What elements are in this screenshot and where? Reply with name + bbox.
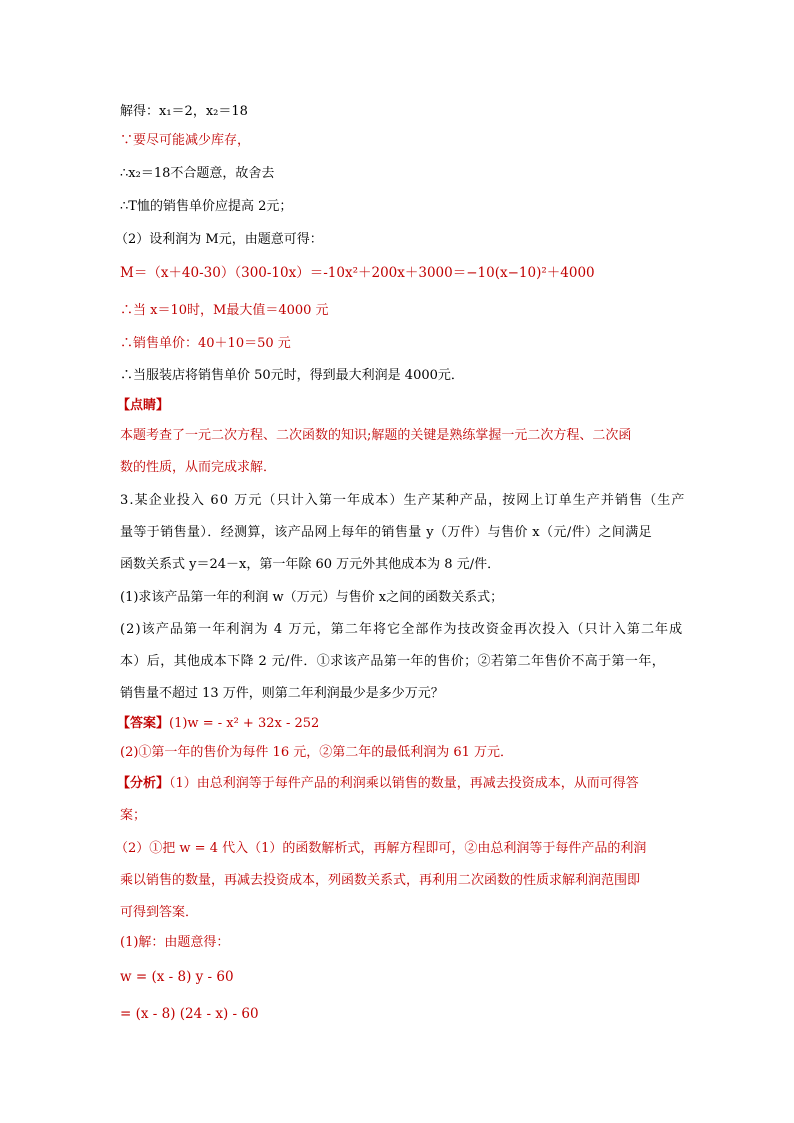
max-value-line: ∴当 x＝10时，M最大值＝4000 元 (120, 303, 329, 318)
problem-3-line-1: 3.某企业投入 60 万元（只计入第一年成本）生产某种产品，按网上订单生产并销售（生产 (120, 493, 686, 508)
analysis-line-1 (117, 774, 639, 794)
discard-root-line: ∴x₂＝18不合题意，故舍去 (120, 166, 275, 181)
selling-price-line: ∴销售单价：40＋10＝50 元 (120, 336, 291, 351)
analysis-text-1: （1）由总利润等于每件产品的利润乘以销售的数量，再减去投资成本，从而可得答 (169, 776, 639, 791)
problem-3-question-2-line-3: 销售量不超过 13 万件，则第二年利润最少是多少万元？ (120, 686, 444, 701)
analysis-line-4: 乘以销售的数量，再减去投资成本，列函数关系式，再利用二次函数的性质求解利润范围即 (120, 873, 641, 888)
conclusion-line: ∴当服装店将销售单价 50元时，得到最大利润是 4000元． (120, 368, 464, 383)
part2-setup-line: （2）设利润为 M元，由题意可得： (115, 232, 323, 247)
solution-1-heading: (1)解：由题意得： (120, 935, 230, 950)
problem-3-line-3: 函数关系式 y＝24－x，第一年除 60 万元外其他成本为 8 元/件． (120, 557, 501, 572)
insight-heading: 【点睛】 (117, 398, 170, 413)
solution-roots-line: 解得：x₁＝2，x₂＝18 (120, 104, 248, 119)
reason-line: ∵要尽可能减少库存， (120, 133, 251, 148)
analysis-line-5: 可得到答案． (120, 905, 199, 920)
analysis-heading: 【分析】 (117, 776, 170, 791)
solution-1-step-2: = (x - 8) (24 - x) - 60 (120, 1006, 259, 1022)
profit-formula-line: M＝（x＋40-30）（300-10x）＝-10x²＋200x＋3000＝−10(x−10)²＋4000 (120, 265, 595, 281)
problem-3-question-2-line-2: 本）后，其他成本下降 2 元/件．①求该产品第一年的售价；②若第二年售价不高于第一年， (120, 654, 666, 669)
problem-3-question-2-line-1: (2)该产品第一年利润为 4 万元，第二年将它全部作为技改资金再次投入（只计入第二年成 (120, 622, 684, 637)
analysis-line-2: 案； (120, 808, 147, 823)
price-increase-line: ∴T恤的销售单价应提高 2元； (120, 199, 293, 214)
answer-line (117, 714, 319, 734)
answer-heading: 【答案】 (117, 716, 170, 731)
analysis-line-3: （2）①把 w = 4 代入（1）的函数解析式，再解方程即可，②由总利润等于每件产品的利润 (115, 841, 647, 856)
insight-text-line-1: 本题考查了一元二次方程、二次函数的知识;解题的关键是熟练掌握一元二次方程、二次函 (120, 428, 632, 443)
problem-3-question-1: (1)求该产品第一年的利润 w（万元）与售价 x之间的函数关系式； (120, 590, 504, 605)
answer-part-1: (1)w = - x² + 32x - 252 (169, 716, 320, 731)
answer-part-2: (2)①第一年的售价为每件 16 元，②第二年的最低利润为 61 万元． (120, 745, 514, 760)
problem-3-line-2: 量等于销售量）．经测算，该产品网上每年的销售量 y（万件）与售价 x（元/件）之间满足 (120, 525, 653, 540)
insight-text-line-2: 数的性质，从而完成求解． (120, 460, 277, 475)
solution-1-step-1: w = (x - 8) y - 60 (120, 969, 234, 985)
